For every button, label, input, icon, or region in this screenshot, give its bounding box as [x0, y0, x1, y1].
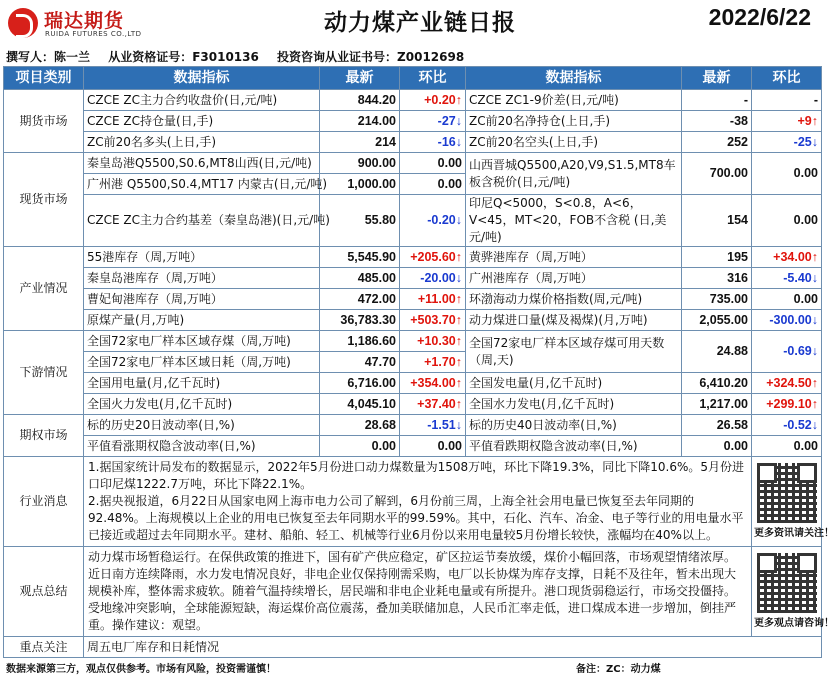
change-value: 0.00: [752, 153, 822, 195]
indicator-name: 标的历史40日波动率(日,%): [466, 415, 682, 436]
change-value: -20.00↓: [400, 268, 466, 289]
indicator-name: 环渤海动力煤价格指数(周,元/吨): [466, 289, 682, 310]
writer: 撰写人：陈一兰: [6, 50, 91, 64]
latest-value: 47.70: [320, 352, 400, 373]
company-logo: [8, 6, 148, 40]
latest-value: 26.58: [682, 415, 752, 436]
col-indicator-2: 数据指标: [466, 67, 682, 90]
news-item-2: 2.据央视报道，6月22日从国家电网上海市电力公司了解到，6月份前三周，上海全社会用电量已恢复至去年同期的92.48%。上海规模以上企业的用电已恢复至去年同期水平的99.59%。其中，石化、汽车、冶金、电子等行业的用电量水平已接近或超过去年同期水平。建材、船舶、轻工、机械等行业6月份以来用电量较5月份增长较快，涨幅均在40%以上。: [88, 494, 744, 542]
qr-caption: 更多资讯请关注！: [754, 528, 834, 539]
change-value: +9↑: [752, 111, 822, 132]
indicator-name: 印尼Q<5000，S<0.8，A<6，V<45，MT<20，FOB不含税 (日,美元/吨): [466, 195, 682, 247]
change-value: +324.50↑: [752, 373, 822, 394]
latest-value: 0.00: [682, 436, 752, 457]
indicator-name: CZCE ZC主力合约收盘价(日,元/吨): [84, 90, 320, 111]
indicator-name: CZCE ZC主力合约基差（秦皇岛港)(日,元/吨): [84, 195, 320, 247]
author-line: [6, 48, 478, 65]
qr-code-icon: [757, 553, 817, 613]
latest-value: 1,217.00: [682, 394, 752, 415]
qr-code-icon: [757, 463, 817, 523]
footer: [6, 660, 818, 675]
indicator-name: 广州港库存（周,万吨）: [466, 268, 682, 289]
indicator-name: 秦皇岛港库存（周,万吨）: [84, 268, 320, 289]
news-item-1: 1.据国家统计局发布的数据显示，2022年5月份进口动力煤数量为1508万吨，环比下降19.3%，同比下降10.6%。5月份进口印尼煤1222.7万吨，环比下降22.1%。: [88, 460, 745, 491]
advisor-license: 投资咨询从业证书号：Z0012698: [277, 50, 465, 64]
change-value: -1.51↓: [400, 415, 466, 436]
section-spot: 现货市场: [4, 153, 84, 247]
news-text: [84, 457, 752, 547]
latest-value: 28.68: [320, 415, 400, 436]
change-value: 0.00: [752, 436, 822, 457]
col-latest: 最新: [320, 67, 400, 90]
change-value: +205.60↑: [400, 247, 466, 268]
change-value: 0.00: [400, 153, 466, 174]
indicator-name: 广州港 Q5500,S0.4,MT17 内蒙古(日,元/吨): [84, 174, 320, 195]
latest-value: 0.00: [320, 436, 400, 457]
change-value: +37.40↑: [400, 394, 466, 415]
latest-value: 844.20: [320, 90, 400, 111]
latest-value: 485.00: [320, 268, 400, 289]
indicator-name: 平值看跌期权隐含波动率(日,%): [466, 436, 682, 457]
change-value: 0.00: [400, 174, 466, 195]
data-table: [3, 66, 834, 658]
section-industry: 产业情况: [4, 247, 84, 331]
change-value: +299.10↑: [752, 394, 822, 415]
latest-value: 5,545.90: [320, 247, 400, 268]
indicator-name: 全国72家电厂样本区域日耗（周,万吨): [84, 352, 320, 373]
latest-value: 195: [682, 247, 752, 268]
table-row: [4, 436, 822, 457]
change-value: +503.70↑: [400, 310, 466, 331]
latest-value: -: [682, 90, 752, 111]
indicator-name: 标的历史20日波动率(日,%): [84, 415, 320, 436]
latest-value: 24.88: [682, 331, 752, 373]
change-value: +10.30↑: [400, 331, 466, 352]
table-row: [4, 268, 822, 289]
report-date: 2022/6/22: [708, 4, 811, 30]
table-row: [4, 289, 822, 310]
indicator-name: 平值看涨期权隐含波动率(日,%): [84, 436, 320, 457]
focus-row: [4, 637, 822, 658]
latest-value: 1,000.00: [320, 174, 400, 195]
report-title: 动力煤产业链日报: [324, 10, 516, 36]
change-value: -25↓: [752, 132, 822, 153]
section-downstream: 下游情况: [4, 331, 84, 415]
col-latest-2: 最新: [682, 67, 752, 90]
indicator-name: 黄骅港库存（周,万吨）: [466, 247, 682, 268]
latest-value: 6,716.00: [320, 373, 400, 394]
table-header-row: [4, 67, 822, 90]
col-change: 环比: [400, 67, 466, 90]
indicator-name: 动力煤进口量(煤及褐煤)(月,万吨): [466, 310, 682, 331]
indicator-name: CZCE ZC1-9价差(日,元/吨): [466, 90, 682, 111]
indicator-name: 秦皇岛港Q5500,S0.6,MT8山西(日,元/吨): [84, 153, 320, 174]
indicator-name: CZCE ZC持仓量(日,手): [84, 111, 320, 132]
indicator-name: 全国用电量(月,亿千瓦时): [84, 373, 320, 394]
latest-value: 6,410.20: [682, 373, 752, 394]
latest-value: 2,055.00: [682, 310, 752, 331]
table-row: [4, 90, 822, 111]
change-value: -0.20↓: [400, 195, 466, 247]
latest-value: 1,186.60: [320, 331, 400, 352]
table-row: [4, 111, 822, 132]
latest-value: 154: [682, 195, 752, 247]
qr-block-2: [752, 547, 834, 637]
latest-value: 214.00: [320, 111, 400, 132]
col-change-2: 环比: [752, 67, 822, 90]
indicator-name: 全国火力发电(月,亿千瓦时): [84, 394, 320, 415]
table-row: [4, 153, 822, 174]
latest-value: -38: [682, 111, 752, 132]
latest-value: 900.00: [320, 153, 400, 174]
latest-value: 214: [320, 132, 400, 153]
qr-block-1: [752, 457, 834, 547]
change-value: -16↓: [400, 132, 466, 153]
footnote: 备注：ZC：动力煤: [576, 664, 661, 675]
section-options: 期权市场: [4, 415, 84, 457]
change-value: 0.00: [752, 289, 822, 310]
view-text: 动力煤市场暂稳运行。在保供政策的推进下，国有矿产供应稳定，矿区拉运节奏放缓，煤价小幅回落，市场观望情绪浓厚。近日南方连续降雨，水力发电情况良好，非电企业仅保持刚需采购，电厂以长协煤为库存支撑，日耗不及往年，暂未出现大规模补库，整体需求疲软。随着气温持续增长，居民端和非电企业耗电量或有所提升。港口现货弱稳运行，市场交投僵持。受地缘冲突影响，全球能源短缺，海运煤价高位震荡，叠加美联储加息，人民币汇率走低，进口煤成本进一步增加，倒挂严重。操作建议：观望。: [84, 547, 752, 637]
change-value: +0.20↑: [400, 90, 466, 111]
indicator-name: ZC前20名空头(上日,手): [466, 132, 682, 153]
indicator-name: ZC前20名多头(上日,手): [84, 132, 320, 153]
table-row: [4, 394, 822, 415]
section-futures: 期货市场: [4, 90, 84, 153]
section-focus: 重点关注: [4, 637, 84, 658]
license-number: 从业资格证号：F3010136: [108, 50, 259, 64]
change-value: -27↓: [400, 111, 466, 132]
indicator-name: 全国72家电厂样本区域存煤可用天数（周,天): [466, 331, 682, 373]
change-value: -: [752, 90, 822, 111]
qr-caption: 更多观点请咨询！: [754, 618, 834, 629]
change-value: 0.00: [752, 195, 822, 247]
ruida-logo-icon: [8, 8, 38, 38]
latest-value: 316: [682, 268, 752, 289]
indicator-name: 原煤产量(月,万吨): [84, 310, 320, 331]
indicator-name: 山西晋城Q5500,A20,V9,S1.5,MT8车板含税价(日,元/吨): [466, 153, 682, 195]
latest-value: 735.00: [682, 289, 752, 310]
report-header: [0, 0, 823, 44]
table-row: [4, 373, 822, 394]
change-value: -0.69↓: [752, 331, 822, 373]
indicator-name: ZC前20名净持仓(上日,手): [466, 111, 682, 132]
table-row: [4, 310, 822, 331]
section-news: 行业消息: [4, 457, 84, 547]
section-view: 观点总结: [4, 547, 84, 637]
change-value: +11.00↑: [400, 289, 466, 310]
logo-text-en: RUIDA FUTURES CO.,LTD: [45, 30, 142, 38]
change-value: -0.52↓: [752, 415, 822, 436]
change-value: -300.00↓: [752, 310, 822, 331]
view-row: [4, 547, 822, 637]
indicator-name: 全国水力发电(月,亿千瓦时): [466, 394, 682, 415]
indicator-name: 55港库存（周,万吨）: [84, 247, 320, 268]
latest-value: 700.00: [682, 153, 752, 195]
latest-value: 4,045.10: [320, 394, 400, 415]
latest-value: 36,783.30: [320, 310, 400, 331]
news-row: [4, 457, 822, 547]
focus-text: 周五电厂库存和日耗情况: [84, 637, 822, 658]
change-value: -5.40↓: [752, 268, 822, 289]
col-category: 项目类别: [4, 67, 84, 90]
latest-value: 472.00: [320, 289, 400, 310]
table-row: [4, 132, 822, 153]
latest-value: 55.80: [320, 195, 400, 247]
indicator-name: 全国发电量(月,亿千瓦时): [466, 373, 682, 394]
disclaimer: 数据来源第三方，观点仅供参考。市场有风险，投资需谨慎！: [6, 664, 276, 675]
indicator-name: 全国72家电厂样本区域存煤（周,万吨): [84, 331, 320, 352]
logo-text-cn: 瑞达期货: [44, 10, 125, 32]
change-value: +34.00↑: [752, 247, 822, 268]
col-indicator: 数据指标: [84, 67, 320, 90]
indicator-name: 曹妃甸港库存（周,万吨）: [84, 289, 320, 310]
table-row: [4, 247, 822, 268]
change-value: +354.00↑: [400, 373, 466, 394]
change-value: +1.70↑: [400, 352, 466, 373]
table-row: [4, 415, 822, 436]
table-row: [4, 331, 822, 352]
change-value: 0.00: [400, 436, 466, 457]
latest-value: 252: [682, 132, 752, 153]
